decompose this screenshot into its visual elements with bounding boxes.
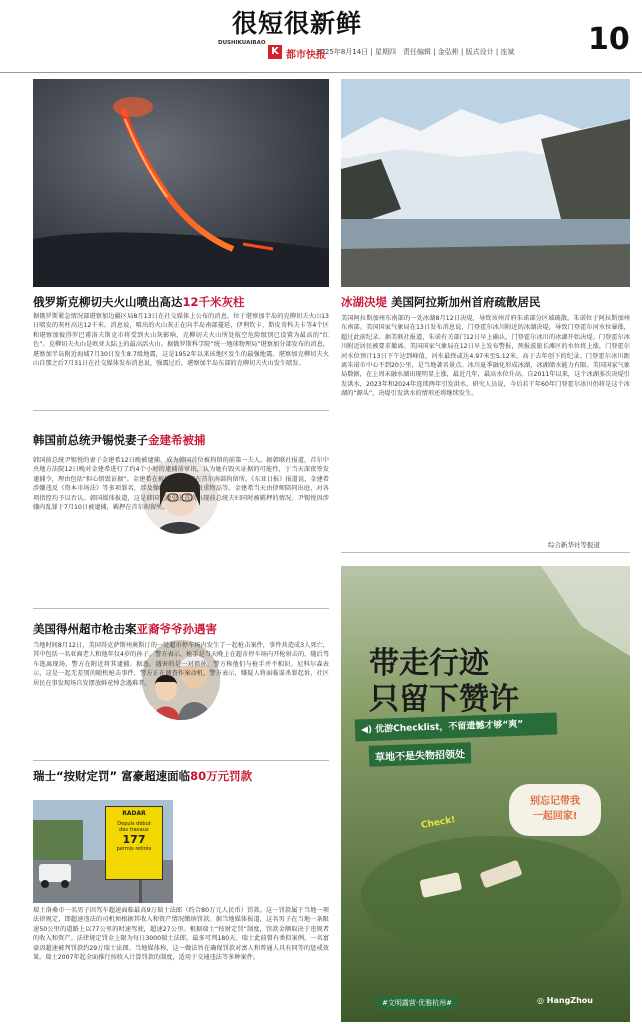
camping-ad	[341, 566, 630, 1022]
swiss-headline-text: 瑞士“按财定罚” 富豪超速面临	[33, 769, 191, 783]
missouri-headline-text: 美国得州超市枪击案	[33, 622, 137, 636]
ad-hashtag: #文明露营·优雅杭州#	[377, 996, 457, 1010]
korea-body: 韩国前总统尹锡悦的妻子金建希12日晚被逮捕，成为韩国首位被拘留的前第一夫人。据韩联社报道，首尔中央地方法院12日晚对金建希进行了约4个小时的逮捕前审讯，认为她有毁灭证据的可能性，于当天深夜签发逮捕令，理由包括“担心销毁证据”。金建希在被捕后被收押在首尔南部拘留所。《东亚日报》报道说，金建希涉嫌违反《资本市场法》等多项罪名，涉及操纵股价、收受贵重物品等。金建希当天由律师陪同出庭，对各项指控均予以否认。韩国媒体报道，这是韩国宪政史上首次出现前总统夫妇同时被羁押的情况。尹锡悦因涉嫌内乱罪于7月10日被逮捕，羁押在首尔拘留所。	[33, 457, 329, 512]
hangzhou-logo	[537, 996, 593, 1005]
ad-title-line2: 只留下赞许	[369, 682, 519, 717]
volcano-body: 据俄罗斯紧急情况部堪察加边疆区局8月13日在社交媒体上公布的消息，位于堪察加半岛的克柳切夫火山13日喷发的灰柱高达12千米。消息说，喷出的火山灰正在向半岛南部蔓延，伊利钦卡、斯皮奇科夫卡等4个区和堪察加彼得罗巴甫洛夫斯克市将受到火山灰影响，克柳切夫火山所处航空危险级别已设置为最高的“红色”。克柳切夫火山是欧亚大陆上的最高活火山。据俄罗斯科学院“统一地球物理局”堪察加分部发布的消息，堪察加半岛附近海域7月30日发生8.7级地震，这是1952年以来该地区发生的最强地震。堪察加克柳切夫火山自那之后7月31日在社交媒体发布消息说，强震过后，堪察加半岛东部的克柳切夫火山发生喷发。	[33, 313, 329, 368]
glacier-credit: 综合新华社等报道	[548, 541, 600, 549]
missouri-headline-highlight: 亚裔爷爷孙遇害	[136, 622, 217, 636]
korea-headline	[33, 432, 206, 448]
missouri-divider	[33, 608, 329, 609]
page-number: 10	[588, 22, 630, 57]
swiss-radar-photo	[33, 800, 173, 903]
section-masthead: 很短很新鲜	[232, 9, 363, 38]
korea-headline-highlight: 金建希被捕	[148, 433, 206, 447]
volcano-photo-graphic	[33, 79, 329, 287]
ad-banner-text: 优游Checklist，不留遗憾才够“爽”	[375, 719, 524, 735]
glacier-headline-text: 美国阿拉斯加州首府疏散居民	[391, 295, 541, 309]
newspaper-name: 都市快报	[286, 50, 326, 61]
newspaper-logo-icon: K	[268, 45, 282, 59]
radar-sign	[105, 806, 163, 880]
swiss-body: 瑞士洛桑市一名男子因驾车超速面临最高9万瑞士法郎（约合80万元人民币）罚款。这一罚款属于当地一项法律规定，即超速违法的司机须根据其收入和资产情况缴纳罚款。据当地媒体报道，这名男子在当地一条限速50公里的道路上以77公里的时速驾驶，超速27公里。根据瑞士“按财定罚”制度，罚款金额取决于违规者的收入和资产。法律规定罚金上限为每日3000瑞士法郎，最多可判180天。瑞士此前曾有类似案例，一名富豪因超速被判罚款约29万瑞士法郎。当地媒体称，这一做法旨在确保罚款对富人和普通人具有同等的惩戒效果。瑞士2007年起全面推行按收入计算罚款的制度，适用于交通违法等多种案件。	[33, 907, 329, 962]
swiss-headline	[33, 768, 252, 784]
volcano-headline-highlight: 12千米灰柱	[182, 295, 245, 309]
radar-sign-line1: Depuis début	[117, 821, 151, 827]
radar-sign-line3: permis retirés	[116, 846, 152, 852]
radar-sign-number: 177	[122, 833, 146, 846]
ad-title-line1: 带走行迹	[369, 646, 489, 681]
right-column-divider	[341, 552, 630, 553]
glacier-body: 美国阿拉斯加州东南部的一处冰湖8月12日决堤，导致该州首府朱诺部分区域疏散。朱诺位于阿拉斯加州东南部。美国国家气象局在13日发布消息说，门登霍尔冰川附近的冰湖决堤，导致门登霍尔河水位暴涨，超过此前纪录。据美联社报道，朱诺有关部门12日早上确认，门登霍尔冰川的冰湖开始决堤。门登霍尔冰川附近居民被要求撤离。美国国家气象局在12日早上发布警报，预报波旅长滩区的水位将上涨，门登霍尔河水位预计13日下午达到峰值，河水最终或达4.97米至5.12米，高于去年创下的纪录。门登霍尔冰川距离朱诺市中心不到20公里，是当地著名景点。冰川夏季融化形成冰湖，冰湖储水能力有限。美国国家气象局数据，在上周末融水湖出现明显上涨，最近几年，最高水位升高。自2011年以来，这个冰湖多次决堤引发洪水，2023年和2024年连续两年引发洪水。研究人员说，今后若干年60年门登霍尔冰川仍将是这个冰湖的“源头”，决堤引发洪水的情形还将继续发生。	[341, 315, 630, 398]
korea-divider	[33, 410, 329, 411]
missouri-body: 当地时间8月12日，美国得克萨斯州奥斯汀的一处超市停车场内发生了一起枪击案件，事件共造成3人死亡，其中包括一名亚裔老人和他年仅4岁的孙子。警方表示，枪手是当天晚上在超市停车场内开枪射击的，随后驾车逃离现场，警方在附近将其逮捕。据悉，遇害的是一对祖孙，警方称他们与枪手并不相识。尼科尔森表示，这是一起无差别的随机枪击事件，警方正在调查作案动机。警方表示，嫌疑人将面临谋杀罪起诉，社区居民在事发现场自发摆放鲜花悼念遇难者。	[33, 642, 329, 687]
missouri-headline	[33, 621, 217, 637]
glacier-photo	[341, 79, 630, 287]
ad-bubble-line2: 一起回家!	[532, 811, 578, 822]
glacier-headline	[341, 294, 541, 310]
volcano-photo	[33, 79, 329, 287]
page-header	[0, 0, 642, 72]
swiss-headline-highlight: 80万元罚款	[190, 769, 253, 783]
volcano-headline	[33, 294, 245, 310]
hangzhou-logo-icon: ◎	[537, 996, 544, 1005]
swiss-divider	[33, 760, 329, 761]
ad-speech-bubble	[509, 784, 601, 836]
brand-small-text: DUSHIKUAIBAO	[218, 40, 266, 46]
hangzhou-logo-text: HangZhou	[546, 996, 593, 1005]
megaphone-icon: ◀)	[360, 724, 373, 736]
edition-info: 2025年8月14日 | 星期四 责任编辑 | 金弘彬 | 版式设计 | 连斌	[316, 48, 515, 56]
header-divider	[0, 72, 642, 73]
ad-check-sticker: Check!	[420, 815, 457, 831]
glacier-headline-highlight: 冰湖决堤	[341, 295, 387, 309]
korea-headline-text: 韩国前总统尹锡悦妻子	[33, 433, 148, 447]
ad-subbanner: 草地不是失物招领处	[369, 742, 472, 767]
ad-bubble-line1: 别忘记带我	[530, 796, 580, 807]
radar-sign-line2: des travaux	[119, 827, 149, 833]
glacier-photo-graphic	[341, 79, 630, 287]
radar-sign-brand: RADAR	[122, 810, 146, 817]
volcano-headline-text: 俄罗斯克柳切夫火山喷出高达	[33, 295, 183, 309]
